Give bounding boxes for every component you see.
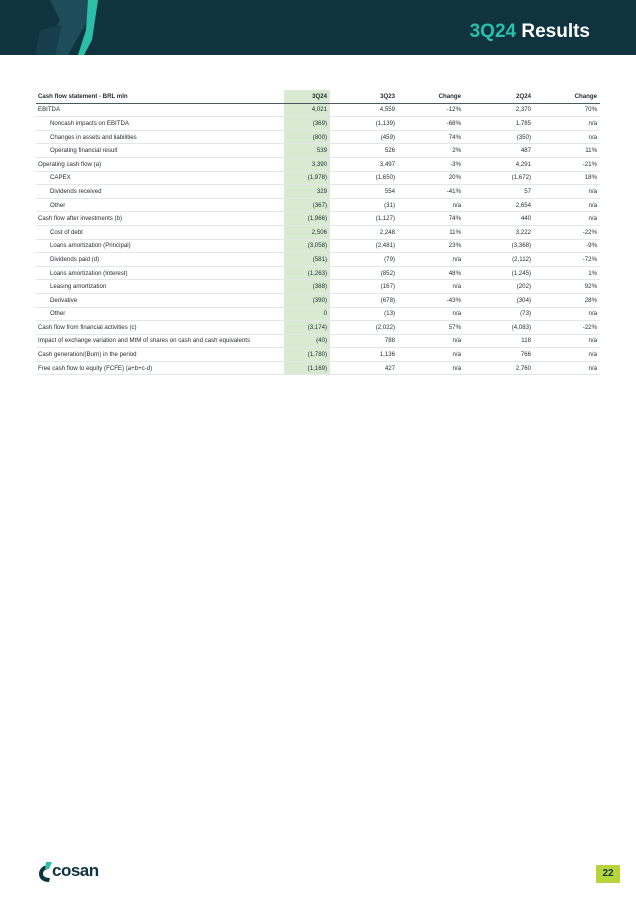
page-number: 22 — [596, 865, 620, 883]
table-cell: 28% — [534, 293, 600, 307]
column-header: 3Q23 — [330, 90, 398, 103]
table-row — [36, 307, 600, 321]
column-header: Change — [398, 90, 464, 103]
table-row — [36, 144, 600, 158]
table-cell: n/a — [534, 307, 600, 321]
table-cell: 57% — [398, 321, 464, 335]
table-cell: n/a — [534, 361, 600, 375]
row-label: Noncash impacts on EBITDA — [36, 117, 284, 131]
table-row — [36, 130, 600, 144]
table-cell: n/a — [398, 253, 464, 267]
table-row — [36, 103, 600, 117]
table-row — [36, 239, 600, 253]
table-cell: (1,650) — [330, 171, 398, 185]
table-cell: (13) — [330, 307, 398, 321]
table-cell: n/a — [534, 212, 600, 226]
row-label: Cash generation/(Burn) in the period — [36, 348, 284, 362]
table-cell: (678) — [330, 293, 398, 307]
table-row — [36, 198, 600, 212]
table-cell: 57 — [464, 185, 534, 199]
table-cell: n/a — [398, 348, 464, 362]
table-cell: n/a — [398, 361, 464, 375]
row-label: Cost of debt — [36, 225, 284, 239]
row-label: Loans amortization (Principal) — [36, 239, 284, 253]
table-cell: 487 — [464, 144, 534, 158]
table-cell: (2,022) — [330, 321, 398, 335]
table-cell: (202) — [464, 280, 534, 294]
row-label: Operating cash flow (a) — [36, 157, 284, 171]
table-cell: 20% — [398, 171, 464, 185]
row-label: Dividends received — [36, 185, 284, 199]
table-cell: 23% — [398, 239, 464, 253]
table-row — [36, 266, 600, 280]
table-cell: (1,169) — [284, 361, 330, 375]
table-cell: (3,058) — [284, 239, 330, 253]
table-cell: 92% — [534, 280, 600, 294]
table-cell: (388) — [284, 280, 330, 294]
table-cell: n/a — [534, 348, 600, 362]
table-cell: (1,245) — [464, 266, 534, 280]
table-cell: 4,021 — [284, 103, 330, 117]
table-row — [36, 117, 600, 131]
table-cell: n/a — [534, 334, 600, 348]
row-label: Other — [36, 307, 284, 321]
table-cell: -41% — [398, 185, 464, 199]
table-cell: n/a — [398, 280, 464, 294]
table-cell: (2,481) — [330, 239, 398, 253]
table-cell: (1,127) — [330, 212, 398, 226]
table-cell: -43% — [398, 293, 464, 307]
table-cell: 788 — [330, 334, 398, 348]
table-cell: -3% — [398, 157, 464, 171]
page-title — [470, 21, 590, 43]
table-cell: -12% — [398, 103, 464, 117]
table-cell: 18% — [534, 171, 600, 185]
table-cell: 70% — [534, 103, 600, 117]
table-cell: n/a — [398, 334, 464, 348]
logo-text: cosan — [52, 861, 99, 880]
table-cell: 526 — [330, 144, 398, 158]
table-cell: 3,222 — [464, 225, 534, 239]
table-cell: (852) — [330, 266, 398, 280]
row-label: Dividends paid (d) — [36, 253, 284, 267]
table-cell: 1,785 — [464, 117, 534, 131]
column-header: 2Q24 — [464, 90, 534, 103]
table-cell: (1,978) — [284, 171, 330, 185]
table-cell: (367) — [284, 198, 330, 212]
table-cell: n/a — [534, 198, 600, 212]
table-cell: (1,263) — [284, 266, 330, 280]
table-cell: 2,506 — [284, 225, 330, 239]
table-cell: (369) — [284, 117, 330, 131]
table-cell: (459) — [330, 130, 398, 144]
table-cell: (581) — [284, 253, 330, 267]
table-cell: (390) — [284, 293, 330, 307]
row-label: EBITDA — [36, 103, 284, 117]
row-label: Free cash flow to equity (FCFE) (a+b+c-d) — [36, 361, 284, 375]
table-cell: 440 — [464, 212, 534, 226]
table-row — [36, 348, 600, 362]
table-cell: 48% — [398, 266, 464, 280]
table-cell: (79) — [330, 253, 398, 267]
table-cell: 11% — [398, 225, 464, 239]
table-row — [36, 293, 600, 307]
table-cell: (1,139) — [330, 117, 398, 131]
table-cell: -68% — [398, 117, 464, 131]
table-cell: -21% — [534, 157, 600, 171]
table-cell: -72% — [534, 253, 600, 267]
table-cell: (3,368) — [464, 239, 534, 253]
cash-flow-table — [36, 90, 600, 375]
table-cell: 539 — [284, 144, 330, 158]
table-cell: 11% — [534, 144, 600, 158]
table-cell: (73) — [464, 307, 534, 321]
table-row — [36, 280, 600, 294]
header-banner — [0, 0, 636, 55]
table-cell: -22% — [534, 225, 600, 239]
table-cell: (4,083) — [464, 321, 534, 335]
table-cell: -9% — [534, 239, 600, 253]
row-label: Cash flow from financial activities (c) — [36, 321, 284, 335]
table-cell: (167) — [330, 280, 398, 294]
cash-flow-table-container — [36, 90, 600, 375]
table-cell: (3,174) — [284, 321, 330, 335]
table-cell: (1,672) — [464, 171, 534, 185]
table-cell: (1,780) — [284, 348, 330, 362]
column-header: Change — [534, 90, 600, 103]
row-label: Cash flow after investments (b) — [36, 212, 284, 226]
row-label: Changes in assets and liabilities — [36, 130, 284, 144]
table-cell: n/a — [534, 185, 600, 199]
table-cell: 1% — [534, 266, 600, 280]
table-cell: 3,390 — [284, 157, 330, 171]
table-row — [36, 212, 600, 226]
row-label: Operating financial result — [36, 144, 284, 158]
column-header: Cash flow statement - BRL mln — [36, 90, 284, 103]
table-cell: 2,760 — [464, 361, 534, 375]
table-row — [36, 171, 600, 185]
table-row — [36, 334, 600, 348]
row-label: Loans amortization (Interest) — [36, 266, 284, 280]
table-cell: 2,654 — [464, 198, 534, 212]
table-cell: 3,497 — [330, 157, 398, 171]
row-label: Derivative — [36, 293, 284, 307]
table-cell: 1,136 — [330, 348, 398, 362]
table-header-row — [36, 90, 600, 103]
table-body — [36, 103, 600, 375]
table-row — [36, 157, 600, 171]
table-cell: 2% — [398, 144, 464, 158]
title-rest: Results — [521, 21, 590, 42]
table-cell: 427 — [330, 361, 398, 375]
table-cell: 329 — [284, 185, 330, 199]
table-cell: 554 — [330, 185, 398, 199]
table-cell: (40) — [284, 334, 330, 348]
column-header: 3Q24 — [284, 90, 330, 103]
table-row — [36, 361, 600, 375]
table-row — [36, 185, 600, 199]
table-cell: 118 — [464, 334, 534, 348]
table-cell: n/a — [534, 130, 600, 144]
table-cell: n/a — [534, 117, 600, 131]
table-cell: 2,248 — [330, 225, 398, 239]
table-cell: 4,559 — [330, 103, 398, 117]
table-cell: (350) — [464, 130, 534, 144]
row-label: CAPEX — [36, 171, 284, 185]
table-cell: -22% — [534, 321, 600, 335]
table-row — [36, 321, 600, 335]
row-label: Leasing amortization — [36, 280, 284, 294]
table-cell: (800) — [284, 130, 330, 144]
table-cell: 74% — [398, 130, 464, 144]
table-cell: (304) — [464, 293, 534, 307]
table-cell: 0 — [284, 307, 330, 321]
table-cell: (31) — [330, 198, 398, 212]
table-cell: (1,966) — [284, 212, 330, 226]
table-cell: 74% — [398, 212, 464, 226]
row-label: Impact of exchange variation and MtM of shares on cash and cash equivalents — [36, 334, 284, 348]
table-cell: (2,112) — [464, 253, 534, 267]
table-cell: n/a — [398, 198, 464, 212]
row-label: Other — [36, 198, 284, 212]
table-cell: n/a — [398, 307, 464, 321]
title-highlight: 3Q24 — [469, 21, 517, 42]
table-row — [36, 253, 600, 267]
table-cell: 2,370 — [464, 103, 534, 117]
table-cell: 766 — [464, 348, 534, 362]
table-cell: 4,291 — [464, 157, 534, 171]
table-row — [36, 225, 600, 239]
